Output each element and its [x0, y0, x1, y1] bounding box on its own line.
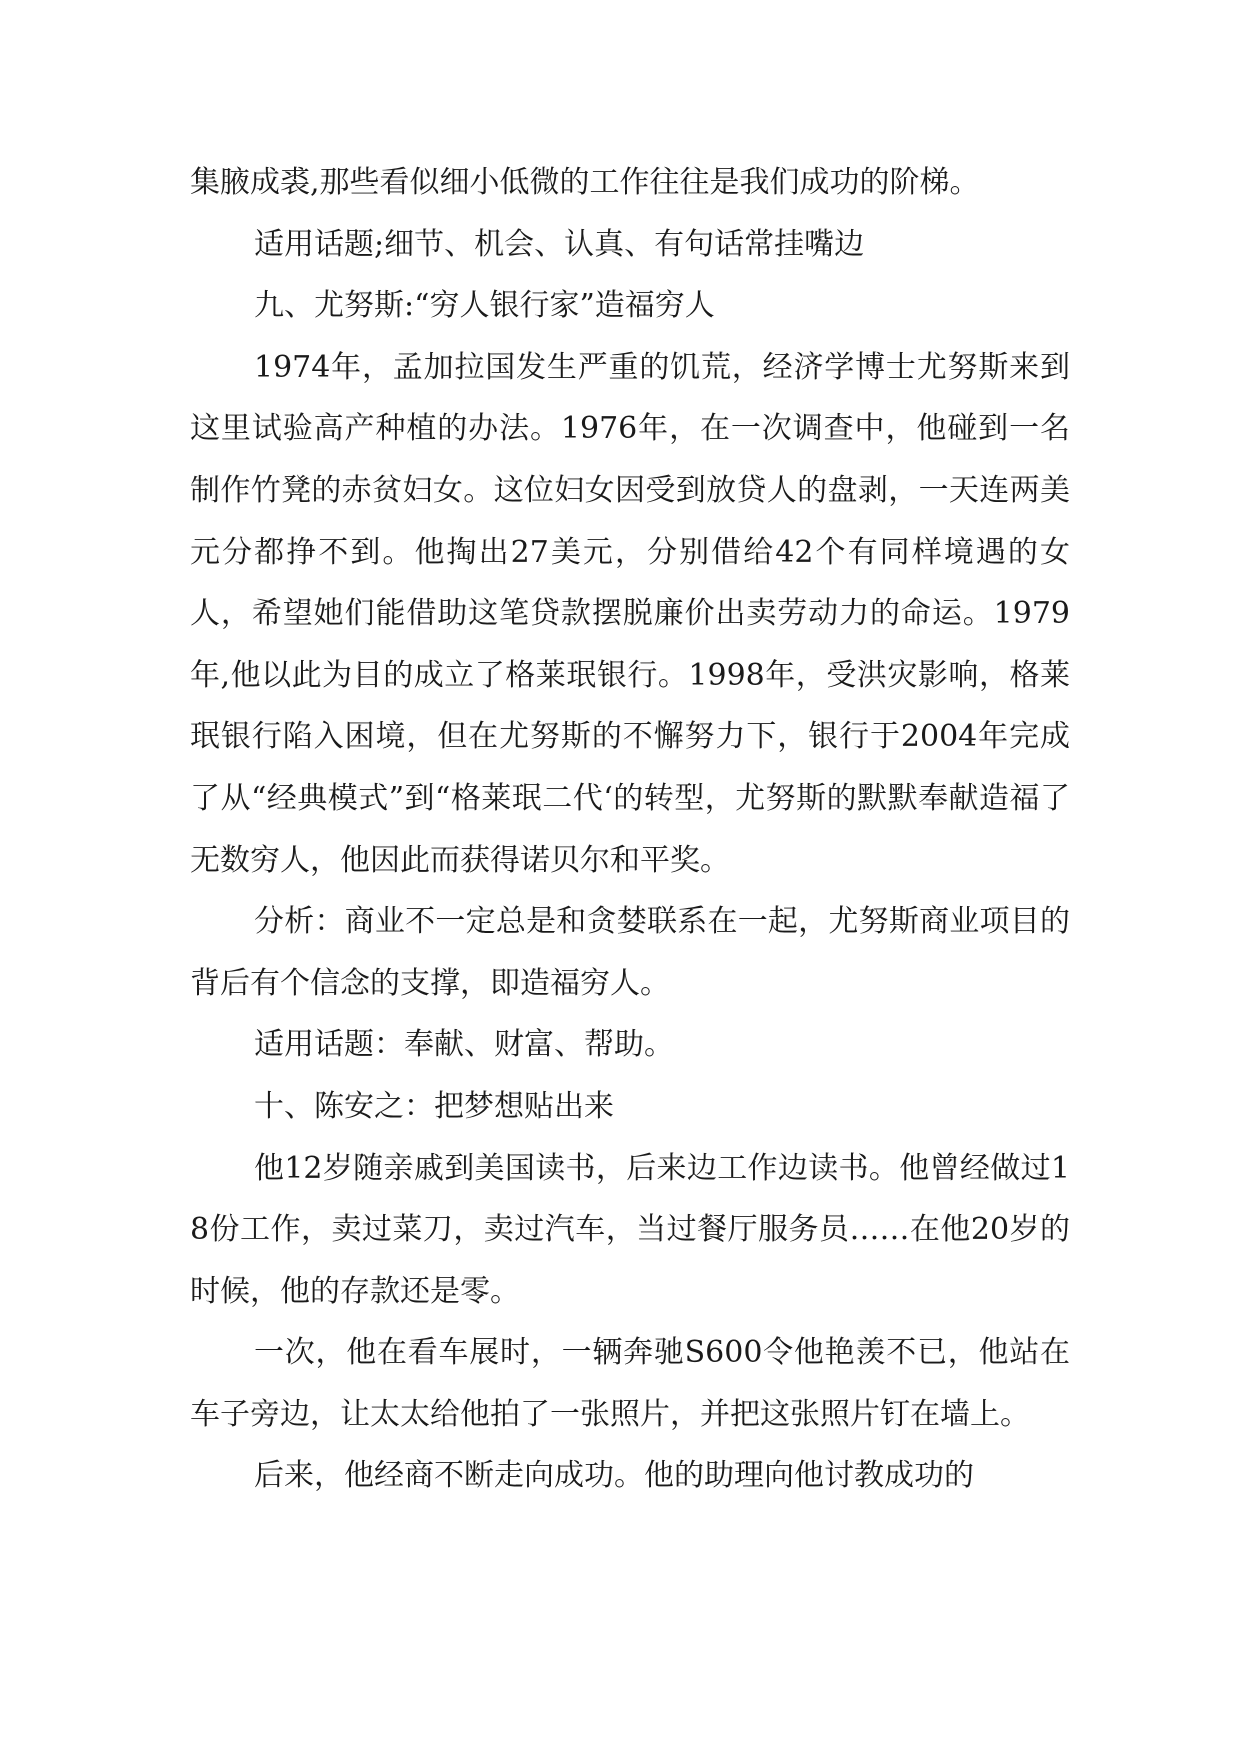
paragraph-chen-success: 后来，他经商不断走向成功。他的助理向他讨教成功的 — [254, 1458, 974, 1494]
document-body — [190, 152, 1070, 1507]
paragraph-yunus-story: 1974年，孟加拉国发生严重的饥荒，经济学博士尤努斯来到这里试验高产种植的办法。1976年，在一次调查中，他碰到一名制作竹凳的赤贫妇女。这位妇女因受到放贷人的盘剥，一天连两美元分都挣不到。他掏出27美元，分别借给42个有同样境遇的女人，希望她们能借助这笔贷款摆脱廉价出卖劳动力的命运。1979年,他以此为目的成立了格莱珉银行。1998年，受洪灾影响，格莱珉银行陷入困境，但在尤努斯的不懈努力下，银行于2004年完成了从“经典模式”到“格莱珉二代‘的转型，尤努斯的默默奉献造福了无数穷人，他因此而获得诺贝尔和平奖。 — [190, 349, 1070, 878]
paragraph-chen-early-life: 他12岁随亲戚到美国读书，后来边工作边读书。他曾经做过18份工作，卖过菜刀，卖过汽车，当过餐厅服务员……在他20岁的时候，他的存款还是零。 — [190, 1150, 1070, 1309]
paragraph-topics-devotion: 适用话题：奉献、财富、帮助。 — [254, 1027, 674, 1063]
paragraph-continuation: 集腋成裘,那些看似细小低微的工作往往是我们成功的阶梯。 — [190, 165, 980, 200]
paragraph-topics-details: 适用话题;细节、机会、认真、有句话常挂嘴边 — [254, 226, 865, 262]
section-heading-yunus: 九、尤努斯:“穷人银行家”造福穷人 — [254, 288, 715, 324]
paragraph-chen-car-show: 一次，他在看车展时，一辆奔驰S600令他艳羡不已，他站在车子旁边，让太太给他拍了一张照片，并把这张照片钉在墙上。 — [190, 1335, 1070, 1432]
paragraph-yunus-analysis: 分析：商业不一定总是和贪婪联系在一起，尤努斯商业项目的背后有个信念的支撑，即造福穷人。 — [190, 904, 1070, 1001]
section-heading-chen-anzhi: 十、陈安之：把梦想贴出来 — [254, 1088, 614, 1124]
